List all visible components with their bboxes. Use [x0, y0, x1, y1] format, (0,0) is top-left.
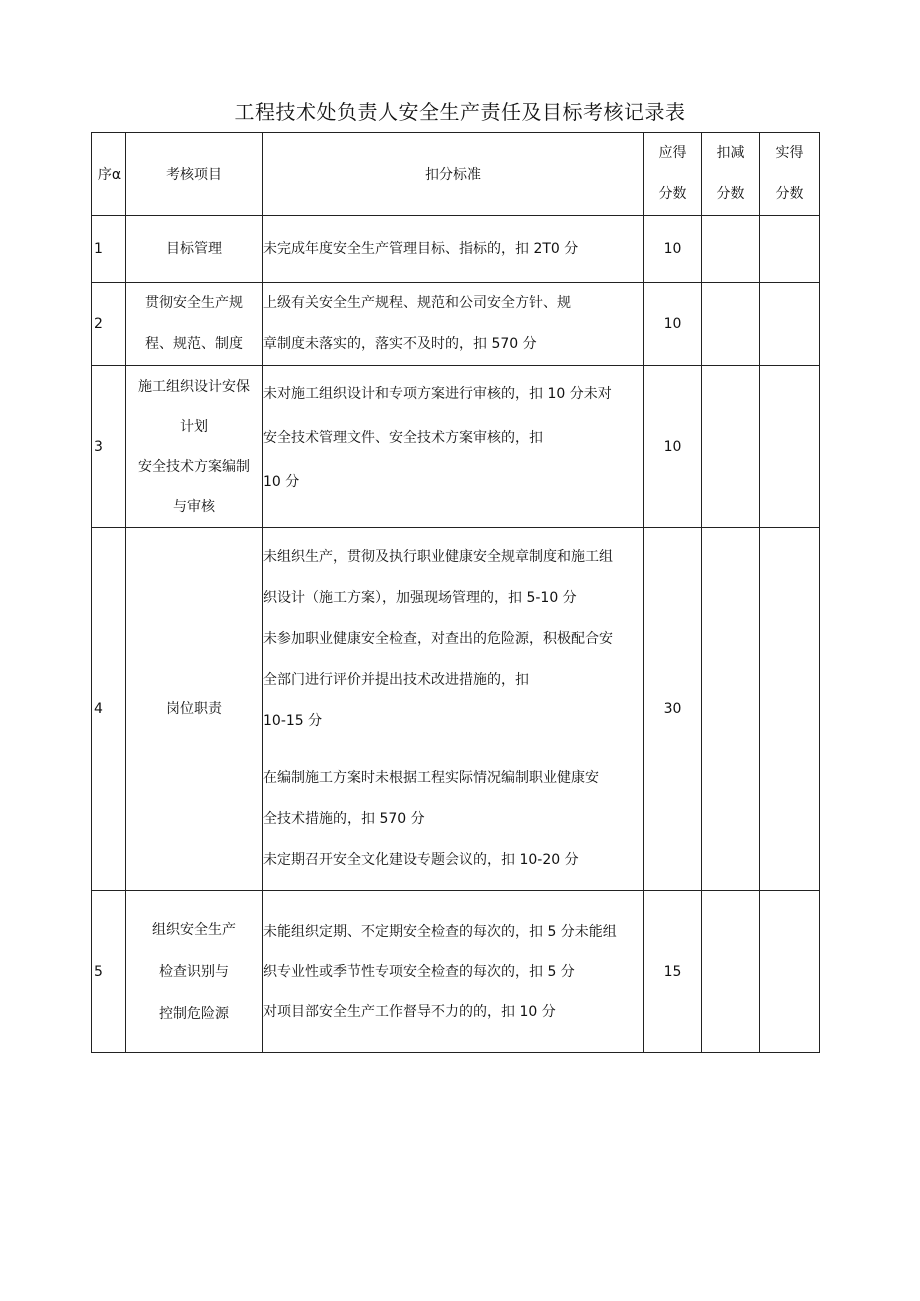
row-item: [126, 283, 263, 366]
criteria-line: 在编制施工方案时未根据工程实际情况编制职业健康安: [263, 770, 599, 786]
criteria-line: 10-15 分: [263, 713, 323, 729]
row-actual-score: [760, 366, 820, 528]
row-seq: 2: [92, 283, 126, 366]
row-criteria: [263, 891, 644, 1053]
item-line: 岗位职责: [166, 701, 222, 717]
item-line: 贯彻安全生产规: [145, 295, 243, 311]
criteria-line: 未能组织定期、不定期安全检查的每次的，扣 5 分未能组: [263, 923, 617, 940]
header-should-score: [644, 133, 702, 216]
assessment-table: [91, 132, 820, 1053]
item-line: 计划: [180, 418, 208, 435]
header-deduct-score: [702, 133, 760, 216]
row-should-score: 15: [644, 891, 702, 1053]
criteria-line: 安全技术管理文件、安全技术方案审核的，扣: [263, 430, 543, 446]
row-actual-score: [760, 528, 820, 891]
criteria-line: 未组织生产，贯彻及执行职业健康安全规章制度和施工组: [263, 549, 613, 565]
row-actual-score: [760, 216, 820, 283]
item-line: 组织安全生产: [152, 921, 236, 938]
criteria-line: 章制度未落实的，落实不及时的，扣 570 分: [263, 336, 537, 352]
table-row: [92, 528, 820, 891]
row-actual-score: [760, 283, 820, 366]
criteria-line: 未参加职业健康安全检查，对查出的危险源，积极配合安: [263, 631, 613, 647]
criteria-line: 对项目部安全生产工作督导不力的的，扣 10 分: [263, 1003, 556, 1020]
item-line: 目标管理: [166, 241, 222, 257]
criteria-line: 未完成年度安全生产管理目标、指标的，扣 2T0 分: [263, 241, 579, 257]
table-row: [92, 366, 820, 528]
header-should-line2: 分数: [658, 186, 687, 202]
row-should-score: 30: [644, 528, 702, 891]
table-header-row: [92, 133, 820, 216]
item-line: 安全技术方案编制: [138, 458, 250, 475]
row-criteria: [263, 216, 644, 283]
row-should-score: 10: [644, 366, 702, 528]
table-row: [92, 283, 820, 366]
criteria-line: 未定期召开安全文化建设专题会议的，扣 10-20 分: [263, 852, 579, 868]
row-item: [126, 528, 263, 891]
table-row: [92, 891, 820, 1053]
item-line: 施工组织设计安保: [138, 378, 250, 395]
header-should-line1: 应得: [658, 145, 687, 161]
item-line: 程、规范、制度: [145, 336, 243, 352]
row-should-score: 10: [644, 283, 702, 366]
row-deduct-score: [702, 366, 760, 528]
header-criteria: 扣分标准: [263, 133, 644, 216]
row-deduct-score: [702, 283, 760, 366]
row-item: [126, 216, 263, 283]
row-seq: 1: [92, 216, 126, 283]
criteria-line: 全部门进行评价并提出技术改进措施的，扣: [263, 672, 529, 688]
header-actual-line1: 实得: [775, 145, 804, 161]
header-item: 考核项目: [126, 133, 263, 216]
row-item: [126, 366, 263, 528]
item-line: 与审核: [173, 498, 215, 515]
criteria-line: 织专业性或季节性专项安全检查的每次的，扣 5 分: [263, 963, 575, 980]
row-criteria: [263, 366, 644, 528]
row-should-score: 10: [644, 216, 702, 283]
row-criteria: [263, 528, 644, 891]
row-criteria: [263, 283, 644, 366]
criteria-line: 10 分: [263, 474, 300, 490]
row-deduct-score: [702, 891, 760, 1053]
header-deduct-line2: 分数: [716, 186, 745, 202]
row-actual-score: [760, 891, 820, 1053]
document-title: 工程技术处负责人安全生产责任及目标考核记录表: [234, 100, 686, 124]
row-seq: 3: [92, 366, 126, 528]
item-line: 控制危险源: [159, 1005, 229, 1022]
header-deduct-line1: 扣减: [716, 145, 745, 161]
criteria-line: 上级有关安全生产规程、规范和公司安全方针、规: [263, 295, 571, 311]
row-seq: 5: [92, 891, 126, 1053]
criteria-line: 织设计（施工方案），加强现场管理的，扣 5-10 分: [263, 590, 577, 606]
criteria-line: 未对施工组织设计和专项方案进行审核的，扣 10 分未对: [263, 386, 612, 402]
table-row: [92, 216, 820, 283]
row-deduct-score: [702, 216, 760, 283]
row-seq: 4: [92, 528, 126, 891]
item-line: 检查识别与: [159, 963, 229, 980]
header-actual-score: [760, 133, 820, 216]
header-actual-line2: 分数: [775, 186, 804, 202]
criteria-spacer: [263, 742, 643, 758]
row-deduct-score: [702, 528, 760, 891]
header-seq: 序α: [92, 133, 126, 216]
criteria-line: 全技术措施的，扣 570 分: [263, 811, 425, 827]
row-item: [126, 891, 263, 1053]
